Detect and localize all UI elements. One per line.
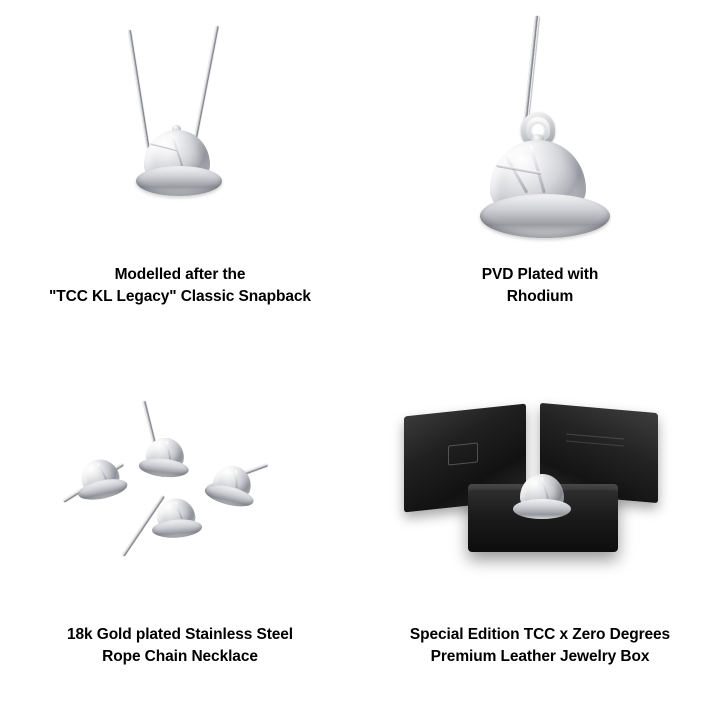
feature-panel-pvd-rhodium <box>360 0 720 360</box>
rope-chain-icon <box>524 16 540 126</box>
caption-line: 18k Gold plated Stainless Steel <box>66 626 294 643</box>
cap-brim-shape <box>480 194 610 238</box>
product-image-snapback-necklace <box>30 18 330 258</box>
caption-line: Premium Leather Jewelry Box <box>430 648 650 665</box>
feature-panel-jewelry-box <box>360 360 720 720</box>
cap-brim-shape <box>136 166 222 196</box>
caption-line: "TCC KL Legacy" Classic Snapback <box>49 288 311 305</box>
box-logo-emboss <box>448 442 478 465</box>
caption-jewelry-box <box>375 624 705 668</box>
caption-line: PVD Plated with <box>481 266 599 283</box>
caption-line: Modelled after the <box>114 266 246 283</box>
feature-panel-rope-chain <box>0 360 360 720</box>
chain-strand-left-icon <box>128 30 150 149</box>
caption-snapback-necklace <box>15 264 345 308</box>
product-image-four-pendants <box>30 378 330 618</box>
feature-panel-snapback-necklace <box>0 0 360 360</box>
cap-brim-shape <box>513 499 571 519</box>
caption-line: Rhodium <box>506 288 574 305</box>
caption-pvd-rhodium <box>375 264 705 308</box>
caption-line: Rope Chain Necklace <box>102 648 258 665</box>
product-image-jewelry-box <box>390 378 690 618</box>
caption-rope-chain <box>15 624 345 668</box>
product-image-pendant-closeup <box>390 18 690 258</box>
caption-line: Special Edition TCC x Zero Degrees <box>409 626 671 643</box>
chain-strand-right-icon <box>191 26 219 154</box>
